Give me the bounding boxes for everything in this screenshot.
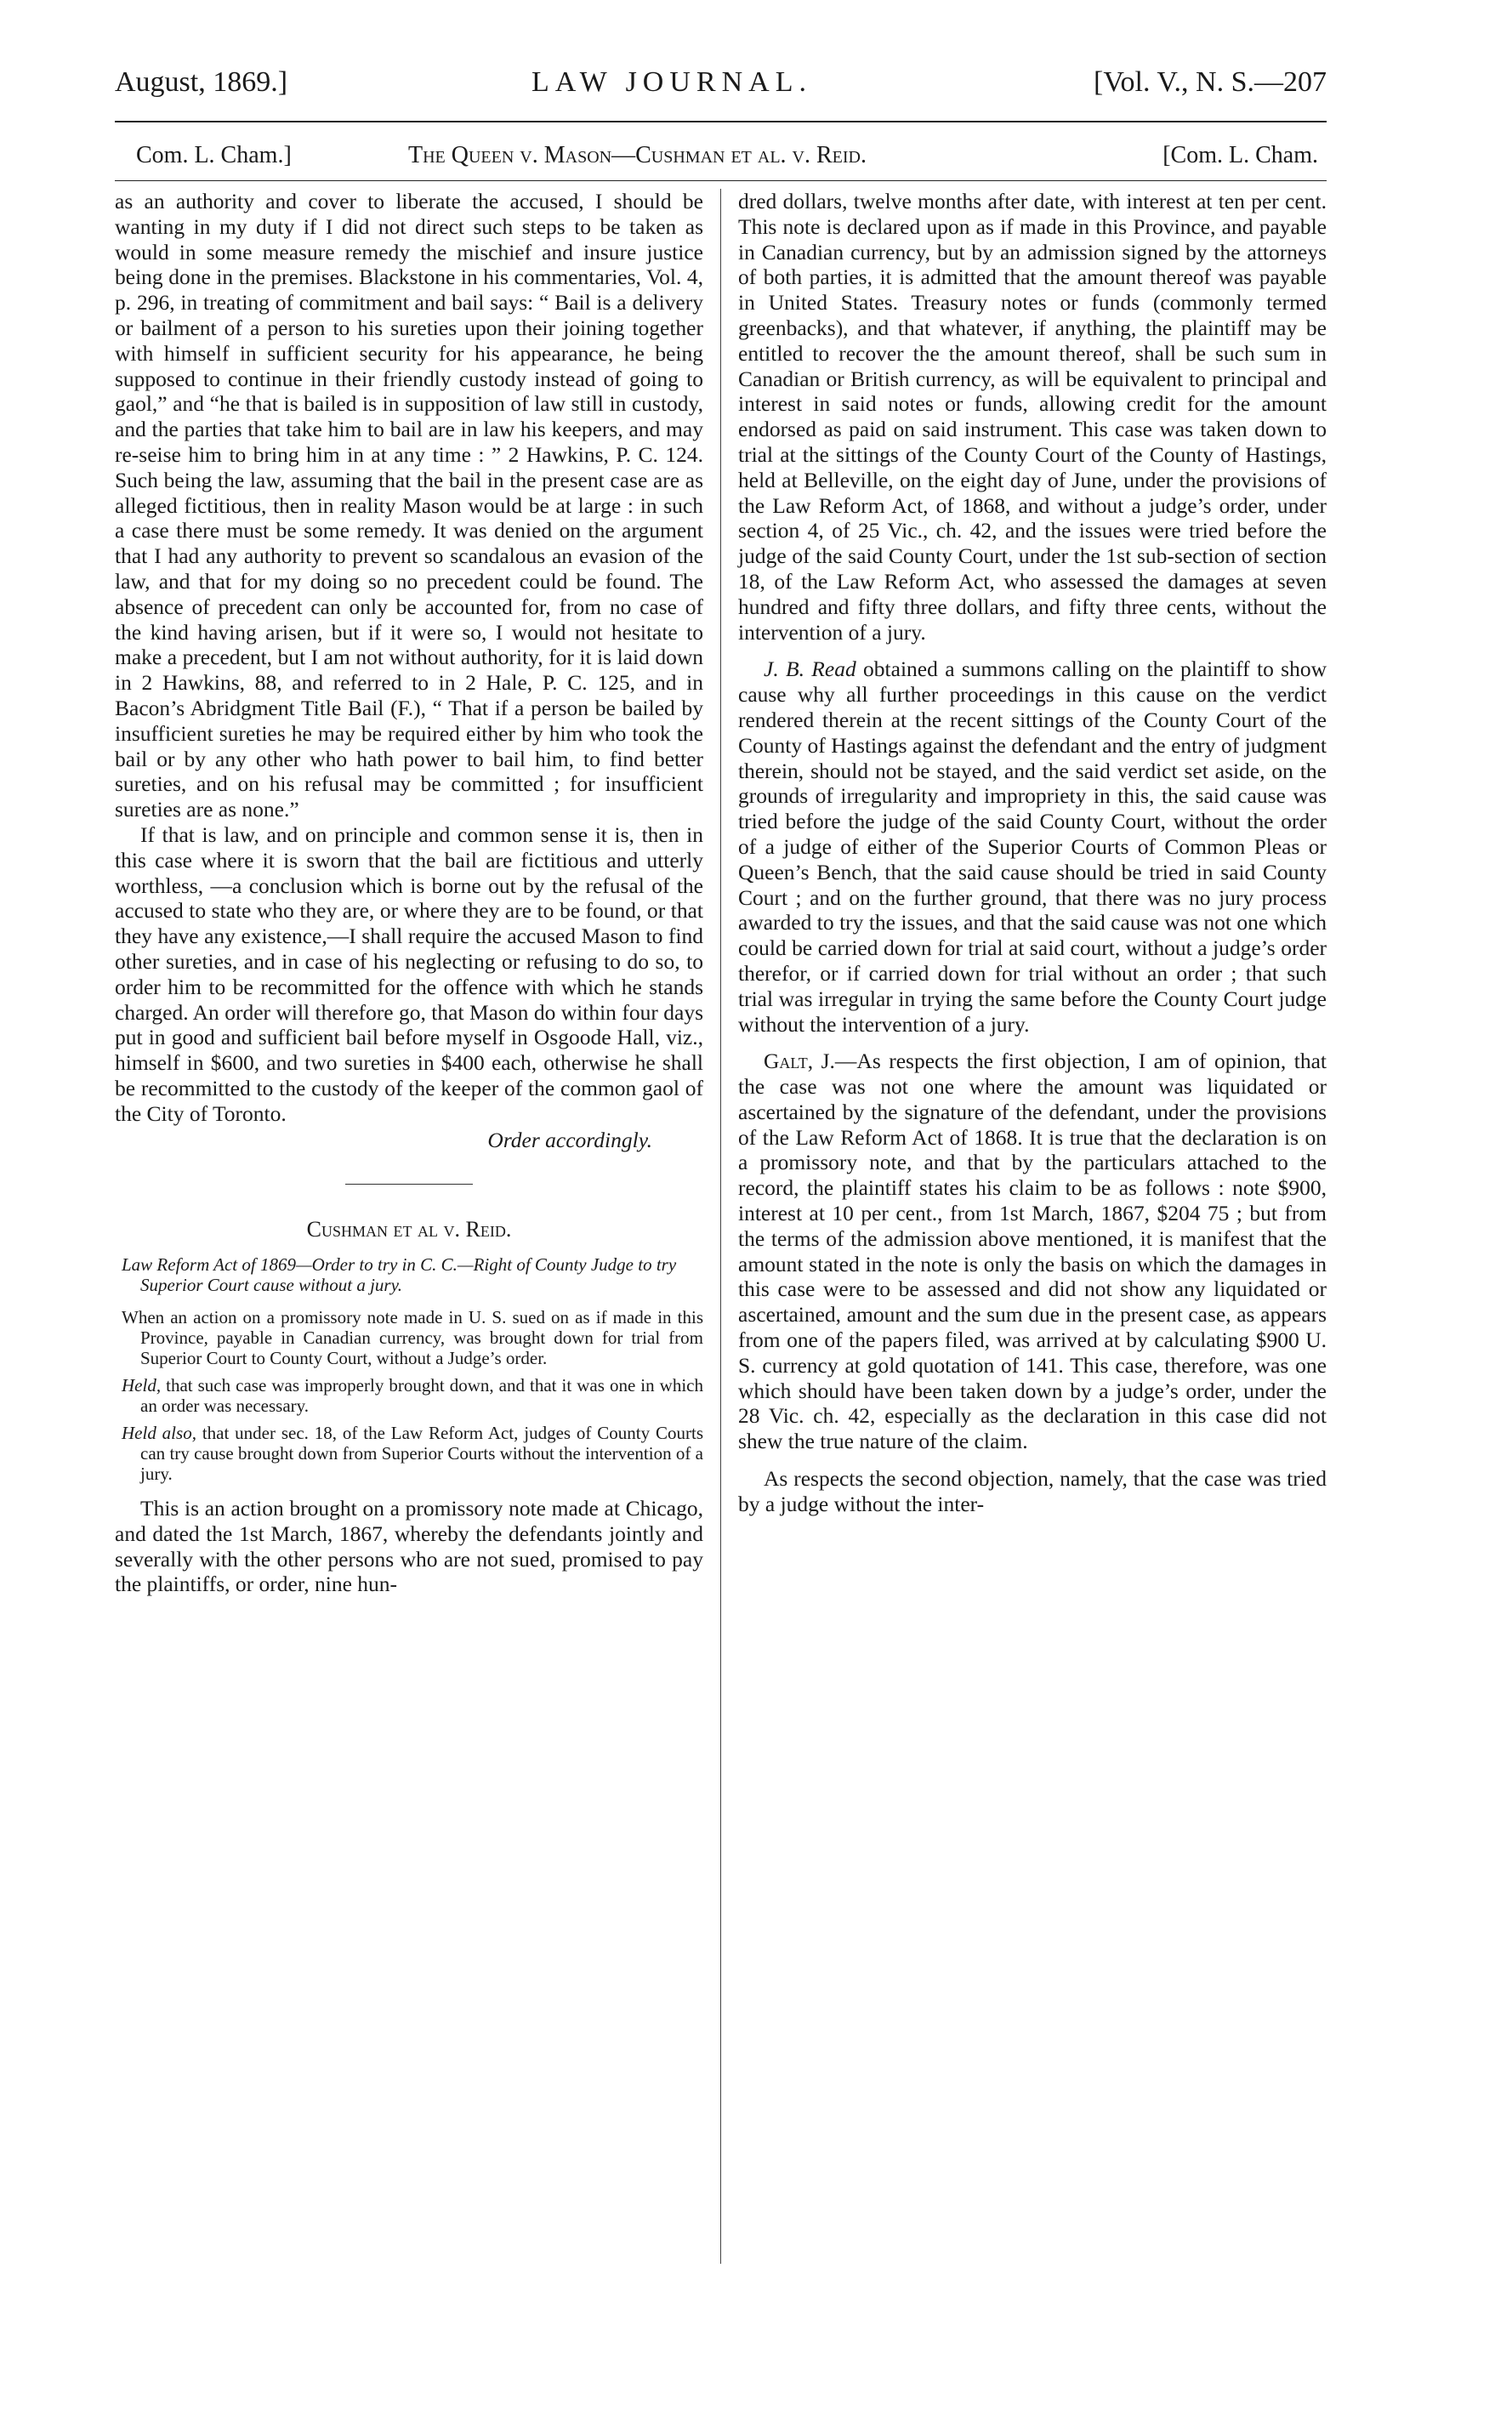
running-head-right: [Com. L. Cham. — [1162, 142, 1318, 168]
counsel-name: J. B. Read — [764, 657, 856, 682]
right-paragraph-1: dred dollars, twelve months after date, with interest at ten per cent. This note is declared upon as if made in this Province, and payable in Canadian currency, but by an admission signed by the attorneys of both parties, it is admitted that the amount thereof was payable in United States. Treasury notes or funds (commonly termed greenbacks), and that whatever, if anything, the plaintiff may be entitled to recover the the amount thereof, shall be such sum in Canadian or British currency, as will be equivalent to principal and interest in said notes or funds, allowing credit for the amount endorsed as paid on said instrument. This case was taken down to trial at the sittings of the County Court of the County of Hastings, held at Belleville, on the eight day of June, under the provisions of the Law Reform Act, of 1868, and without a judge’s order, under section 4, of 25 Vic., ch. 42, and the issues were tried before the judge of the said County Court, under the 1st sub-section of section 18, of the Law Reform Act, who assessed the damages at seven hundred and fifty three dollars, and fifty three cents, without the intervention of a jury. — [738, 189, 1327, 645]
order-signoff: Order accordingly. — [487, 1128, 652, 1153]
right-paragraph-2 — [738, 657, 1327, 1037]
held-also-label: Held also, — [122, 1423, 196, 1444]
case-title: Cushman et al v. Reid. — [306, 1217, 512, 1242]
right-paragraph-4: As respects the second objection, namely, that the case was tried by a judge without the inter- — [738, 1466, 1327, 1516]
judge-name: Galt, J. — [764, 1049, 835, 1074]
header-rule — [115, 121, 1327, 122]
running-head-center: The Queen v. Mason—Cushman et al. v. Reid. — [408, 142, 867, 168]
case-headnote: Law Reform Act of 1869—Order to try in C. C.—Right of County Judge to try Superior Court cause without a jury. — [122, 1254, 677, 1296]
section-divider — [345, 1184, 473, 1185]
running-head-rule — [115, 180, 1327, 181]
case-summary-3 — [115, 1423, 703, 1484]
held-label: Held, — [122, 1375, 162, 1396]
running-head — [136, 142, 1318, 176]
right-column — [738, 189, 1327, 1517]
page-header — [115, 66, 1327, 107]
case-summary-2 — [115, 1375, 703, 1416]
case-summary-3-text: that under sec. 18, of the Law Reform Act, judges of County Courts can try cause brought down from Superior Courts without the intervention of a jury. — [140, 1423, 704, 1485]
journal-title: LAW JOURNAL. — [531, 66, 812, 98]
running-head-left: Com. L. Cham.] — [136, 142, 292, 168]
left-paragraph-1: as an authority and cover to liberate the accused, I should be wanting in my duty if I did not direct such steps to be taken as would in some measure remedy the mischief and insure justice being done in the premises. Blackstone in his commentaries, Vol. 4, p. 296, in treating of commitment and bail says: “ Bail is a delivery or bailment of a person to his sureties upon their joining together with himself in sufficient security for his appearance, he being supposed to continue in their friendly custody instead of going to gaol,” and “he that is bailed is in supposition of law still in custody, and the parties that take him to bail are in law his keepers, and may re-seise him to bring him in at any time : ” 2 Hawkins, P. C. 124. Such being the law, assuming that the bail in the present case are as alleged fictitious, then in reality Mason would be at large : in such a case there must be some remedy. It was denied on the argument that I had any authority to prevent so scandalous an evasion of the law, and that for my doing so no precedent could be found. The absence of precedent can only be accounted for, from no case of the kind having arisen, but if it were so, I would not hesitate to make a precedent, but I am not without authority, for it is laid down in 2 Hawkins, 88, and referred to in 2 Hale, P. C. 125, and in Bacon’s Abridgment Title Bail (F.), “ That if a person be bailed by insufficient sureties he may be required either by him who took the bail or by any other who hath power to bail him, to find better sureties, and on his refusal may be committed ; for insufficient sureties are as none.” — [115, 189, 703, 822]
right-paragraph-2-text: obtained a summons calling on the plaintiff to show cause why all further proceedings in this cause on the verdict rendered therein at the recent sittings of the County Court of the County of Hastings against the defendant and the entry of judgment therein, should not be stayed, and the said verdict set aside, on the grounds of irregularity and impropriety in this, the said cause was tried before the judge of the said County Court, without the order of a judge of either of the Superior Courts of Common Pleas or Queen’s Bench, that the said cause should be tried in said County Court ; and on the further ground, that there was no jury process awarded to try the issues, and that the said cause was not one which could be carried down for trial at said court, without a judge’s order therefor, or if carried down for trial without an order ; that such trial was irregular in trying the same before the County Court judge without the intervention of a jury. — [738, 657, 1327, 1037]
left-paragraph-2: If that is law, and on principle and common sense it is, then in this case where it is sworn that the bail are fictitious and utterly worthless, —a conclusion which is borne out by the refusal of the accused to state who they are, or where they are to be found, or that they have any existence,—I shall require the accused Mason to find other sureties, and in case of his neglecting or refusing to do so, to order him to be recommitted for the offence with which he stands charged. An order will therefore go, that Mason do within four days put in good and sufficient bail before myself in Osgoode Hall, viz., himself in $600, and two sureties in $400 each, otherwise he shall be recommitted to the custody of the keeper of the common gaol of the City of Toronto. — [115, 821, 703, 1126]
left-paragraph-3: This is an action brought on a promissory note made at Chicago, and dated the 1st March, 1867, whereby the defendants jointly and severally with the other persons who are not sued, promised to pay the plaintiffs, or order, nine hun- — [115, 1496, 703, 1597]
volume-page-number: [Vol. V., N. S.—207 — [1094, 66, 1327, 98]
right-paragraph-3-text: —As respects the first objection, I am of opinion, that the case was not one where the amount was liquidated or ascertained by the signature of the defendant, under the provisions of the Law Reform Act of 1868. It is true that the declaration is on a promissory note, and that by the particulars attached to the record, the plaintiff states his claim to be as follows : note $900, interest at 10 per cent., from 1st March, 1867, $204 75 ; but from the terms of the admission above mentioned, it is manifest that the amount stated in the note is only the basis on which the damages in this case were to be assessed and did not show any liquidated or ascertained, amount and the sum due in the present case, as appears from one of the papers filed, was arrived at by calculating $900 U. S. currency at gold quotation of 141. This case, therefore, was one which should have been taken down by a judge’s order, under the 28 Vic. ch. 42, especially as the declaration in this case did not shew the true nature of the claim. — [738, 1049, 1327, 1454]
case-summary-2-text: that such case was improperly brought down, and that it was one in which an order was necessary. — [140, 1375, 703, 1417]
left-column — [115, 189, 703, 1597]
column-divider — [720, 189, 721, 2264]
header-date: August, 1869.] — [115, 66, 288, 98]
case-summary-1: When an action on a promissory note made in U. S. sued on as if made in this Province, payable in Canadian currency, was brought down for trial from Superior Court to County Court, without a Judge’s order. — [122, 1307, 703, 1369]
right-paragraph-3 — [738, 1049, 1327, 1454]
